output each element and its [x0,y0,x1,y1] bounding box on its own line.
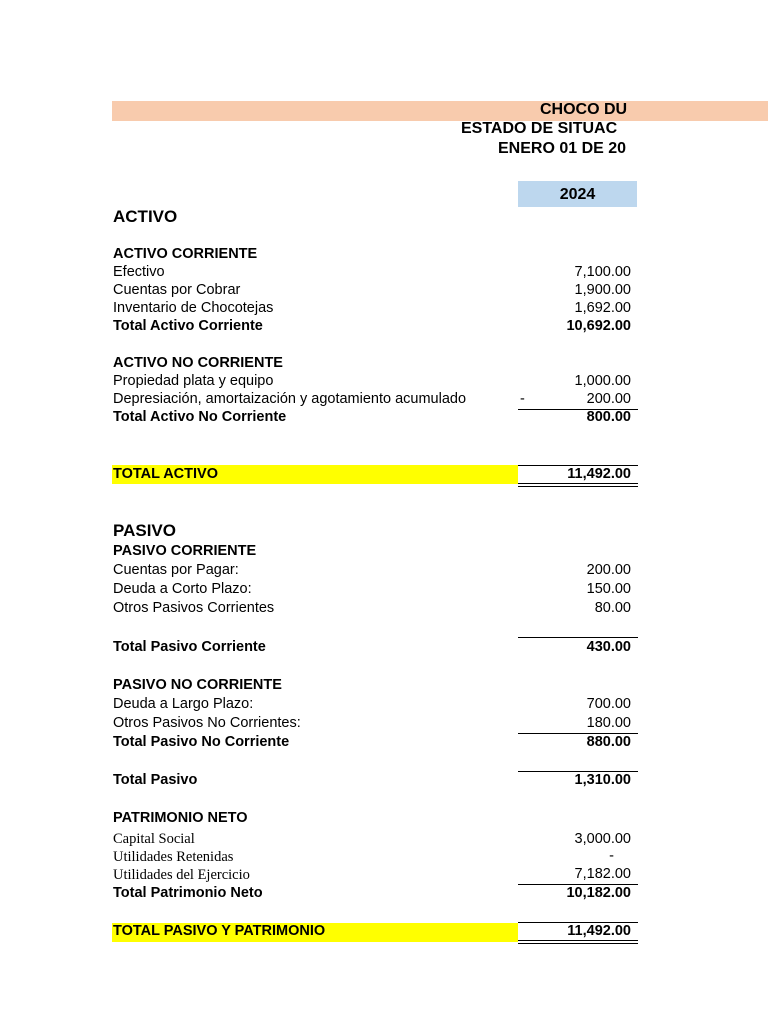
line-item-value: 7,100.00 [574,264,631,280]
patrimonio-heading: PATRIMONIO NETO [113,810,248,826]
line-item-label: Deuda a Corto Plazo: [113,581,252,597]
activo-no-corriente-heading: ACTIVO NO CORRIENTE [113,355,283,371]
line-item-label: Efectivo [113,264,165,280]
activo-heading: ACTIVO [113,207,178,226]
line-item-label: Deuda a Largo Plazo: [113,696,254,712]
total-pasivo-corriente-label: Total Pasivo Corriente [113,639,266,655]
line-item-label: Inventario de Chocotejas [113,300,274,316]
total-activo-corriente-label: Total Activo Corriente [113,318,263,334]
total-patrimonio-value: 10,182.00 [566,885,631,901]
total-pasivo-value: 1,310.00 [574,772,631,788]
company-name: CHOCO DU [540,101,628,118]
header-band [112,101,768,121]
total-pasivo-no-corriente-value: 880.00 [586,734,631,750]
total-pasivo-label: Total Pasivo [113,772,198,788]
line-item-label: Utilidades del Ejercicio [113,867,250,883]
total-pasivo-no-corriente-label: Total Pasivo No Corriente [113,734,290,750]
total-patrimonio-label: Total Patrimonio Neto [113,885,263,901]
grand-total-value: 11,492.00 [567,923,631,939]
double-underline [518,483,638,487]
pasivo-heading: PASIVO [113,521,176,540]
line-item-value: 3,000.00 [574,831,631,847]
total-pasivo-corriente-value: 430.00 [586,639,631,655]
statement-date: ENERO 01 DE 20 [498,140,627,157]
pasivo-corriente-heading: PASIVO CORRIENTE [113,543,257,559]
line-item-value: - [609,848,614,864]
line-item-value: 1,900.00 [574,282,631,298]
year-column-header: 2024 [518,181,637,207]
line-item-label: Cuentas por Pagar: [113,562,239,578]
negative-sign: - [520,391,525,407]
activo-corriente-heading: ACTIVO CORRIENTE [113,246,258,262]
line-item-value: 200.00 [586,391,631,407]
total-activo-label: TOTAL ACTIVO [113,466,218,482]
total-activo-corriente-value: 10,692.00 [566,318,631,334]
line-item-label: Cuentas por Cobrar [113,282,241,298]
line-item-value: 1,692.00 [574,300,631,316]
line-item-label: Propiedad plata y equipo [113,373,274,389]
line-item-label: Depresiación, amortaización y agotamiento acumulado [113,391,467,407]
line-item-label: Capital Social [113,831,195,847]
line-item-value: 700.00 [586,696,631,712]
statement-title: ESTADO DE SITUAC [461,120,618,137]
total-activo-no-corriente-value: 800.00 [586,409,631,425]
line-item-value: 150.00 [586,581,631,597]
subtotal-rule [518,637,638,638]
line-item-value: 200.00 [586,562,631,578]
total-activo-no-corriente-label: Total Activo No Corriente [113,409,287,425]
grand-total-label: TOTAL PASIVO Y PATRIMONIO [113,923,326,939]
line-item-value: 7,182.00 [574,866,631,882]
line-item-label: Otros Pasivos No Corrientes: [113,715,301,731]
line-item-value: 1,000.00 [574,373,631,389]
pasivo-no-corriente-heading: PASIVO NO CORRIENTE [113,677,282,693]
double-underline [518,940,638,944]
total-activo-value: 11,492.00 [567,466,631,482]
line-item-value: 180.00 [586,715,631,731]
line-item-label: Utilidades Retenidas [113,849,234,865]
line-item-label: Otros Pasivos Corrientes [113,600,275,616]
line-item-value: 80.00 [594,600,631,616]
